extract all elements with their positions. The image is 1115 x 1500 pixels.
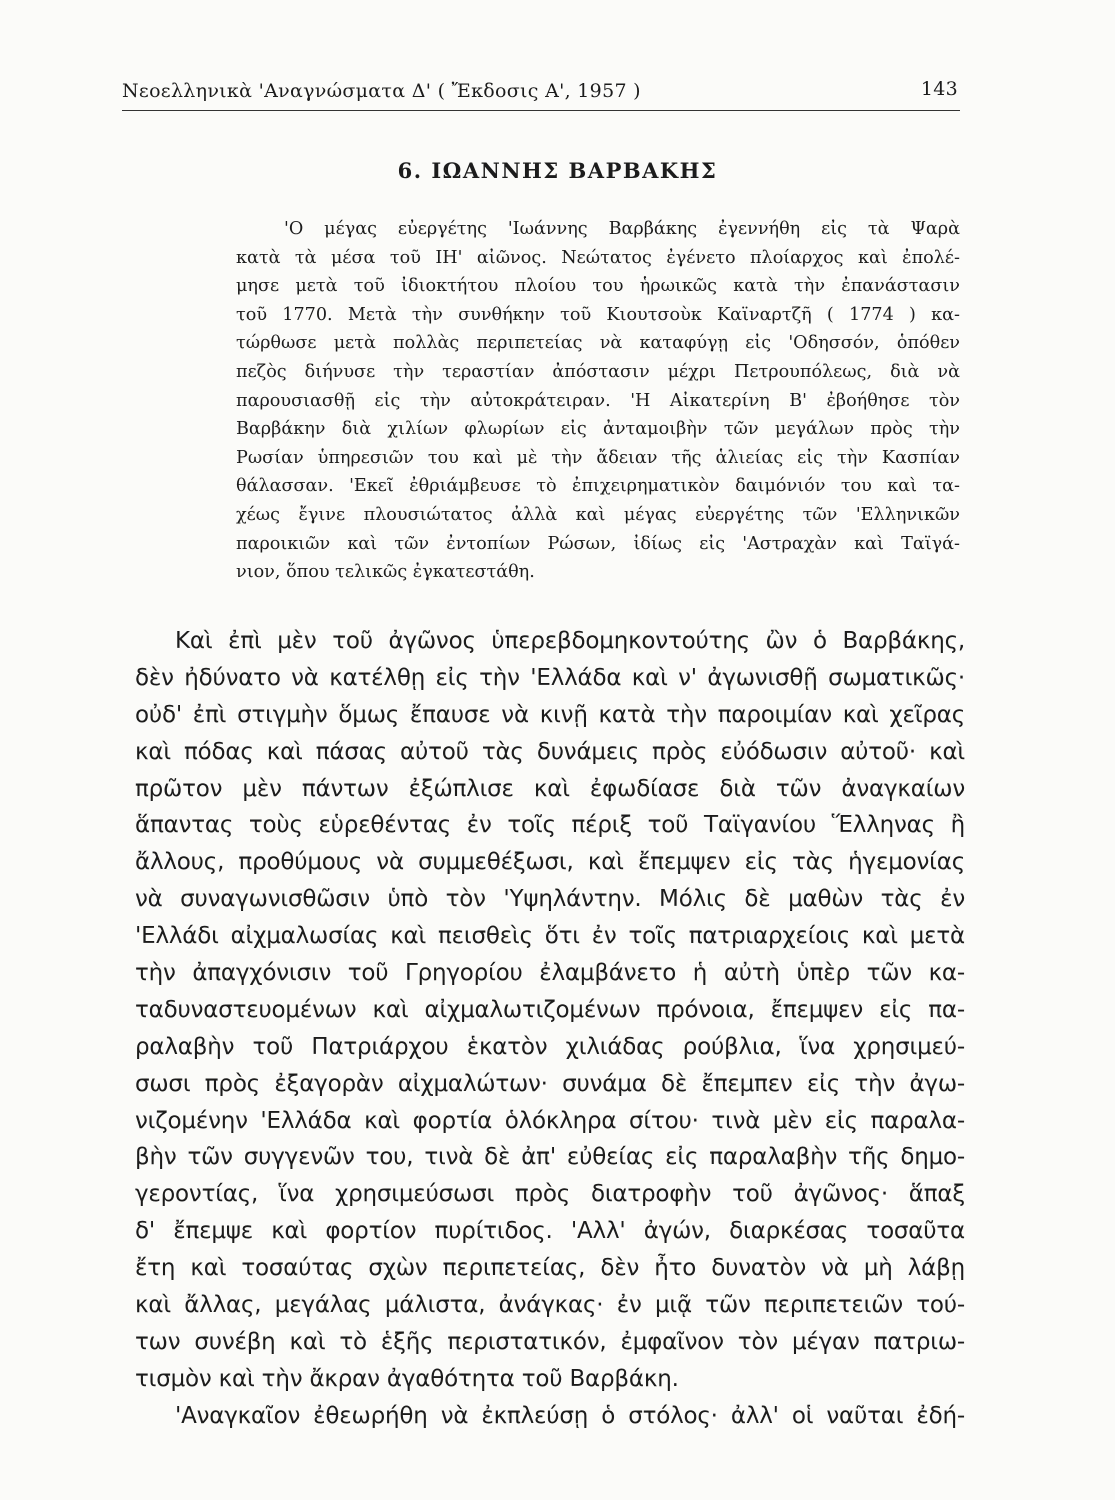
body-line: νιζομένην 'Ελλάδα καὶ φορτία ὁλόκληρα σίτου· τινὰ μὲν εἰς παραλα- — [135, 1107, 965, 1134]
page-number: 143 — [920, 78, 958, 100]
intro-line: παρουσιασθῇ εἰς τὴν αὐτοκράτειραν. 'Η Αἰκατερίνη Β' ἐβοήθησε τὸν — [236, 390, 960, 411]
running-header — [122, 76, 960, 111]
body-line: ραλαβὴν τοῦ Πατριάρχου ἑκατὸν χιλιάδας ρούβλια, ἵνα χρησιμεύ- — [135, 1033, 965, 1060]
intro-line: παροικιῶν καὶ τῶν ἐντοπίων Ρώσων, ἰδίως εἰς 'Αστραχὰν καὶ Ταϊγά- — [236, 533, 960, 554]
body-line: Καὶ ἐπὶ μὲν τοῦ ἀγῶνος ὑπερεβδομηκοντούτης ὢν ὁ Βαρβάκης, — [175, 628, 965, 654]
body-line: ἅπαντας τοὺς εὑρεθέντας ἐν τοῖς πέριξ τοῦ Ταϊγανίου Ἕλληνας ἢ — [135, 812, 965, 839]
body-line: δὲν ἠδύνατο νὰ κατέλθῃ εἰς τὴν 'Ελλάδα καὶ ν' ἀγωνισθῇ σωματικῶς· — [135, 664, 965, 691]
body-line: ἔτη καὶ τοσαύτας σχὼν περιπετείας, δὲν ἦτο δυνατὸν νὰ μὴ λάβῃ — [135, 1255, 965, 1282]
intro-line: χέως ἔγινε πλουσιώτατος ἀλλὰ καὶ μέγας εὐεργέτης τῶν 'Ελληνικῶν — [236, 504, 960, 525]
body-line: 'Ελλάδι αἰχμαλωσίας καὶ πεισθεὶς ὅτι ἐν τοῖς πατριαρχείοις καὶ μετὰ — [135, 923, 965, 950]
intro-line: Βαρβάκην διὰ χιλίων φλωρίων εἰς ἀνταμοιβὴν τῶν μεγάλων πρὸς τὴν — [236, 419, 960, 440]
intro-paragraph — [236, 215, 960, 587]
body-line: πρῶτον μὲν πάντων ἐξώπλισε καὶ ἐφωδίασε διὰ τῶν ἀναγκαίων — [135, 775, 965, 802]
intro-line: θάλασσαν. 'Εκεῖ ἐθριάμβευσε τὸ ἐπιχειρηματικὸν δαιμόνιόν του καὶ τα- — [236, 476, 960, 497]
intro-line: μησε μετὰ τοῦ ἰδιοκτήτου πλοίου του ἡρωικῶς κατὰ τὴν ἐπανάστασιν — [236, 276, 960, 297]
body-line: νὰ συναγωνισθῶσιν ὑπὸ τὸν 'Υψηλάντην. Μόλις δὲ μαθὼν τὰς ἐν — [135, 886, 965, 913]
body-line: ἄλλους, προθύμους νὰ συμμεθέξωσι, καὶ ἔπεμψεν εἰς τὰς ἡγεμονίας — [135, 849, 965, 876]
body-line: τισμὸν καὶ τὴν ἄκραν ἀγαθότητα τοῦ Βαρβάκη. — [135, 1365, 679, 1392]
intro-line: Ρωσίαν ὑπηρεσιῶν του καὶ μὲ τὴν ἄδειαν τῆς ἁλιείας εἰς τὴν Κασπίαν — [236, 447, 960, 468]
intro-line: νιον, ὅπου τελικῶς ἐγκατεστάθη. — [236, 562, 535, 583]
intro-line: πεζὸς διήνυσε τὴν τεραστίαν ἀπόστασιν μέχρι Πετρουπόλεως, διὰ νὰ — [236, 361, 960, 382]
body-line: 'Αναγκαῖον ἐθεωρήθη νὰ ἐκπλεύσῃ ὁ στόλος· ἀλλ' οἱ ναῦται ἐδή- — [175, 1402, 965, 1429]
body-line: ταδυναστευομένων καὶ αἰχμαλωτιζομένων πρόνοια, ἔπεμψεν εἰς πα- — [135, 996, 965, 1023]
body-line: γεροντίας, ἵνα χρησιμεύσωσι πρὸς διατροφὴν τοῦ ἀγῶνος· ἅπαξ — [135, 1181, 965, 1208]
intro-line: τώρθωσε μετὰ πολλὰς περιπετείας νὰ καταφύγῃ εἰς 'Οδησσόν, ὁπόθεν — [236, 333, 960, 354]
body-line: τὴν ἀπαγχόνισιν τοῦ Γρηγορίου ἐλαμβάνετο ἡ αὐτὴ ὑπὲρ τῶν κα- — [135, 960, 965, 987]
body-line: καὶ ἄλλας, μεγάλας μάλιστα, ἀνάγκας· ἐν μιᾷ τῶν περιπετειῶν τού- — [135, 1292, 965, 1319]
body-line: δ' ἔπεμψε καὶ φορτίον πυρίτιδος. 'Αλλ' ἀγών, διαρκέσας τοσαῦτα — [135, 1218, 965, 1245]
body-line: των συνέβη καὶ τὸ ἑξῆς περιστατικόν, ἐμφαῖνον τὸν μέγαν πατριω- — [135, 1328, 965, 1355]
body-line: καὶ πόδας καὶ πάσας αὐτοῦ τὰς δυνάμεις πρὸς εὐόδωσιν αὐτοῦ· καὶ — [135, 738, 965, 765]
intro-line: κατὰ τὰ μέσα τοῦ ΙΗ' αἰῶνος. Νεώτατος ἐγένετο πλοίαρχος καὶ ἐπολέ- — [236, 247, 960, 268]
main-text — [135, 623, 965, 1435]
body-line: βὴν τῶν συγγενῶν του, τινὰ δὲ ἀπ' εὐθείας εἰς παραλαβὴν τῆς δημο- — [135, 1144, 965, 1171]
chapter-title: 6. ΙΩΑΝΝΗΣ ΒΑΡΒΑΚΗΣ — [397, 158, 718, 183]
intro-line: 'Ο μέγας εὐεργέτης 'Ιωάννης Βαρβάκης ἐγεννήθη εἰς τὰ Ψαρὰ — [284, 219, 960, 239]
running-title: Νεοελληνικὰ 'Αναγνώσματα Δ' ( Ἔκδοσις Α', 1957 ) — [122, 80, 641, 102]
intro-line: τοῦ 1770. Μετὰ τὴν συνθήκην τοῦ Κιουτσοὺκ Καϊναρτζῆ ( 1774 ) κα- — [236, 304, 960, 325]
body-line: σωσι πρὸς ἐξαγορὰν αἰχμαλώτων· συνάμα δὲ ἔπεμπεν εἰς τὴν ἀγω- — [135, 1070, 965, 1097]
body-line: οὐδ' ἐπὶ στιγμὴν ὅμως ἔπαυσε νὰ κινῇ κατὰ τὴν παροιμίαν καὶ χεῖρας — [135, 701, 965, 728]
